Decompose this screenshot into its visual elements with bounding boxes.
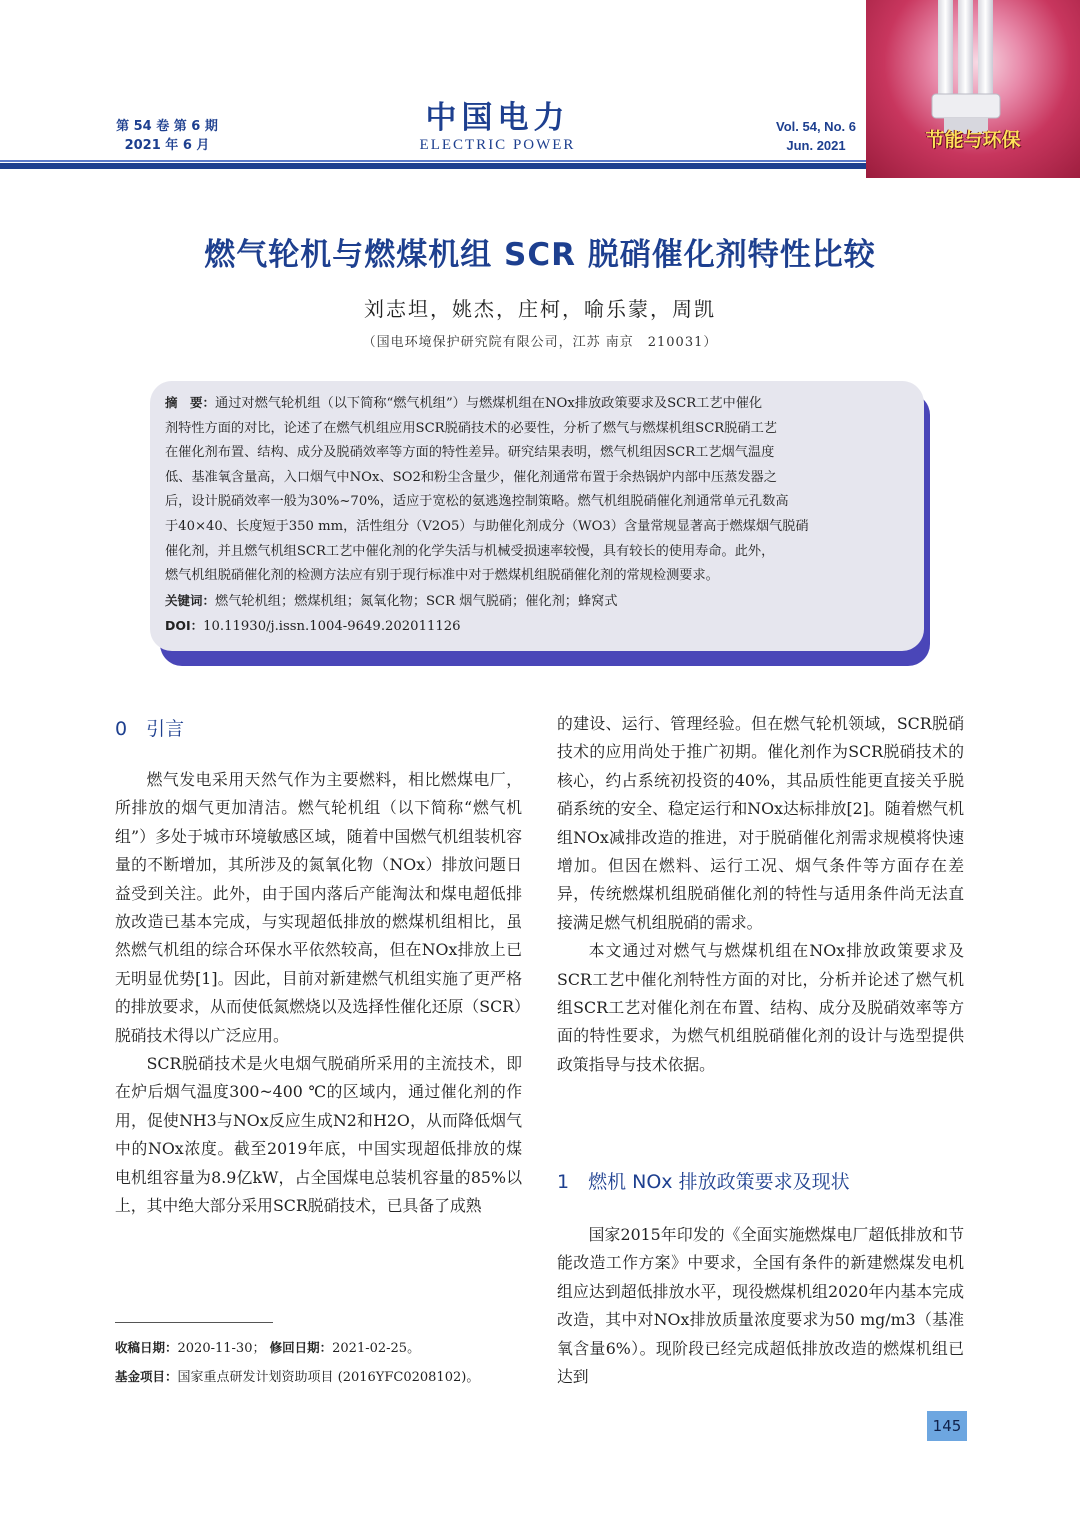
issue-volume-cn: 第 54 卷 第 6 期	[116, 119, 218, 134]
keywords: 关键词：燃气轮机组；燃煤机组；氮氧化物；SCR 烟气脱硝；催化剂；蜂窝式	[165, 592, 618, 609]
fund-note: 基金项目：国家重点研发计划资助项目 (2016YFC0208102)。	[115, 1369, 480, 1385]
issue-cn	[112, 117, 222, 155]
journal-title-en: ELECTRIC POWER	[419, 137, 576, 153]
article-title: 燃气轮机与燃煤机组 SCR 脱硝催化剂特性比较	[204, 237, 876, 273]
abstract-line: 催化剂，并且燃气机组SCR工艺中催化剂的化学失活与机械受损速率较慢，具有较长的使用寿命。此外，	[165, 543, 775, 559]
page-number: 145	[927, 1411, 967, 1441]
abstract-line: 摘 要：通过对燃气轮机组（以下简称“燃气机组”）与燃煤机组在NOx排放政策要求及SCR工艺中催化	[165, 395, 763, 411]
body-column-right-lower	[557, 1221, 964, 1391]
doi-label: DOI：	[165, 618, 204, 634]
abstract-label: 摘 要：	[165, 395, 216, 410]
abstract-box	[150, 381, 924, 651]
issue-en	[756, 117, 876, 155]
issue-date-cn: 2021 年 6 月	[124, 138, 210, 153]
revised-date: 2021-02-25。	[332, 1341, 421, 1356]
header-rule-thin	[0, 160, 866, 162]
abstract-line: 燃气机组脱硝催化剂的检测方法应有别于现行标准中对于燃煤机组脱硝催化剂的常规检测要求。	[165, 568, 719, 584]
abstract-line: 低、基准氧含量高，入口烟气中NOx、SO2和粉尘含量少，催化剂通常布置于余热锅炉内部中压蒸发器之	[165, 469, 777, 485]
affiliation: （国电环境保护研究院有限公司，江苏 南京 210031）	[362, 335, 718, 350]
column-banner	[866, 0, 1080, 178]
doi-link[interactable]: 10.11930/j.issn.1004-9649.202011126	[203, 619, 461, 635]
abstract-line: 于40×40、长度短于350 mm，活性组分（V2O5）与助催化剂成分（WO3）含量常规显著高于燃煤烟气脱硝	[165, 518, 809, 534]
fund-text: 国家重点研发计划资助项目 (2016YFC0208102)。	[177, 1370, 480, 1385]
dates-note: 收稿日期：2020-11-30； 修回日期：2021-02-25。	[115, 1340, 421, 1356]
header-rule	[0, 163, 866, 169]
paragraph: 燃气发电采用天然气作为主要燃料，相比燃煤电厂，所排放的烟气更加清洁。燃气轮机组（以下简称“燃气机组”）多处于城市环境敏感区域，随着中国燃气机组装机容量的不断增加，其所涉及的氮氧化物（NOx）排放问题日益受到关注。此外，由于国内落后产能淘汰和煤电超低排放改造已基本完成，与实现超低排放的燃煤机组相比，虽然燃气机组的综合环保水平依然较高，但在NOx排放上已无明显优势[1]。因此，目前对新建燃气机组实施了更严格的排放要求，从而使低氮燃烧以及选择性催化还原（SCR）脱硝技术得以广泛应用。	[115, 770, 522, 1045]
received-date: 2020-11-30	[177, 1341, 253, 1356]
paragraph: 本文通过对燃气与燃煤机组在NOx排放政策要求及SCR工艺中催化剂特性方面的对比，分析并论述了燃气机组SCR工艺对催化剂在布置、结构、成分及脱硝效率等方面的特性要求，为燃气机组脱硝催化剂的设计与选型提供政策指导与技术依据。	[557, 941, 964, 1074]
journal-title-cn: 中国电力	[425, 100, 570, 136]
column-tag: 节能与环保	[925, 129, 1021, 151]
section-heading-introduction: 0 引言	[115, 718, 185, 740]
section-heading-policy: 1 燃机 NOx 排放政策要求及现状	[557, 1171, 850, 1193]
doi	[165, 614, 910, 640]
paragraph: 的建设、运行、管理经验。但在燃气轮机领域，SCR脱硝技术的应用尚处于推广初期。催化剂作为SCR脱硝技术的核心，约占系统初投资的40%，其品质性能更直接关乎脱硝系统的安全、稳定运行和NOx达标排放[2]。随着燃气机组NOx减排改造的推进，对于脱硝催化剂需求规模将快速增加。但因在燃料、运行工况、烟气条件等方面存在差异，传统燃煤机组脱硝催化剂的特性与适用条件尚无法直接满足燃气机组脱硝的需求。	[557, 714, 964, 932]
journal-masthead	[380, 100, 615, 154]
abstract-line: 后，设计脱硝效率一般为30%~70%，适应于宽松的氨逃逸控制策略。燃气机组脱硝催化剂通常单元孔数高	[165, 494, 789, 510]
author-list: 刘志坦，姚杰，庄柯，喻乐蒙，周凯	[364, 297, 716, 321]
keywords-label: 关键词：	[165, 592, 216, 608]
issue-date-en: Jun. 2021	[786, 138, 846, 153]
paragraph: 国家2015年印发的《全面实施燃煤电厂超低排放和节能改造工作方案》中要求，全国有条件的新建燃煤发电机组应达到超低排放水平，现役燃煤机组2020年内基本完成改造，其中对NOx排放质量浓度要求为50 mg/m3（基准氧含量6%）。现阶段已经完成超低排放改造的燃煤机组已达到	[557, 1225, 964, 1387]
body-column-left	[115, 766, 522, 1221]
paragraph: SCR脱硝技术是火电烟气脱硝所采用的主流技术，即在炉后烟气温度300~400 ℃的区域内，通过催化剂的作用，促使NH3与NOx反应生成N2和H2O，从而降低烟气中的NOx浓度。截至2019年底，中国实现超低排放的煤电机组容量为8.9亿kW，占全国煤电总装机容量的85%以上，其中绝大部分采用SCR脱硝技术，已具备了成熟	[115, 1054, 522, 1216]
footnote-rule	[115, 1322, 273, 1323]
abstract-line: 在催化剂布置、结构、成分及脱硝效率等方面的特性差异。研究结果表明，燃气机组因SCR工艺烟气温度	[165, 445, 775, 461]
footnotes	[115, 1334, 535, 1392]
issue-volume-en: Vol. 54, No. 6	[776, 119, 856, 134]
body-column-right	[557, 710, 964, 1079]
abstract-line: 剂特性方面的对比，论述了在燃气机组应用SCR脱硝技术的必要性，分析了燃气与燃煤机组SCR脱硝工艺	[165, 420, 777, 436]
